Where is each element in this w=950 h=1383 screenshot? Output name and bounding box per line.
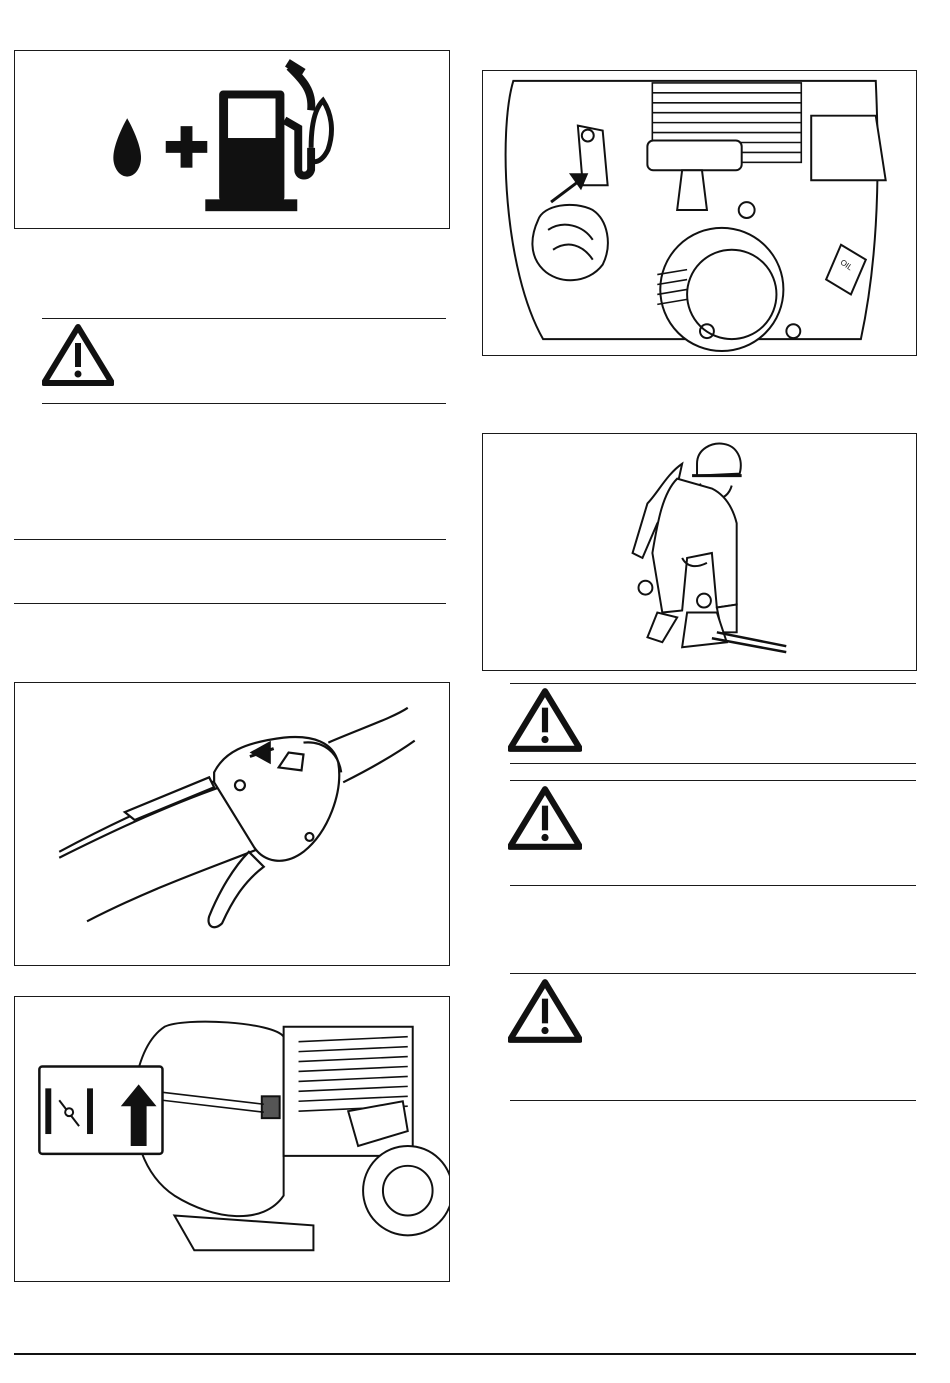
fuel-tank-cap-illustration [483, 71, 916, 355]
warning-triangle-icon [508, 687, 582, 753]
footer-rule [14, 1353, 916, 1355]
choke-lever-illustration [15, 997, 449, 1281]
warning-triangle-icon [508, 978, 582, 1044]
fuel-cap-figure [482, 70, 917, 356]
warning-triangle-icon [42, 323, 114, 387]
oil-drop-icon [113, 118, 141, 176]
oil-drop-plus-fuel-pump-icon [15, 51, 449, 228]
oil-label: OIL [838, 257, 855, 273]
fuel-oil-mix-figure [14, 50, 450, 229]
choke-lever-figure [14, 996, 450, 1282]
fuel-pump-icon [205, 63, 331, 211]
operator-with-helmet-illustration [483, 434, 916, 670]
operator-figure [482, 433, 917, 671]
throttle-handle-figure [14, 682, 450, 966]
warning-triangle-icon [508, 785, 582, 851]
throttle-handle-illustration [15, 683, 449, 965]
